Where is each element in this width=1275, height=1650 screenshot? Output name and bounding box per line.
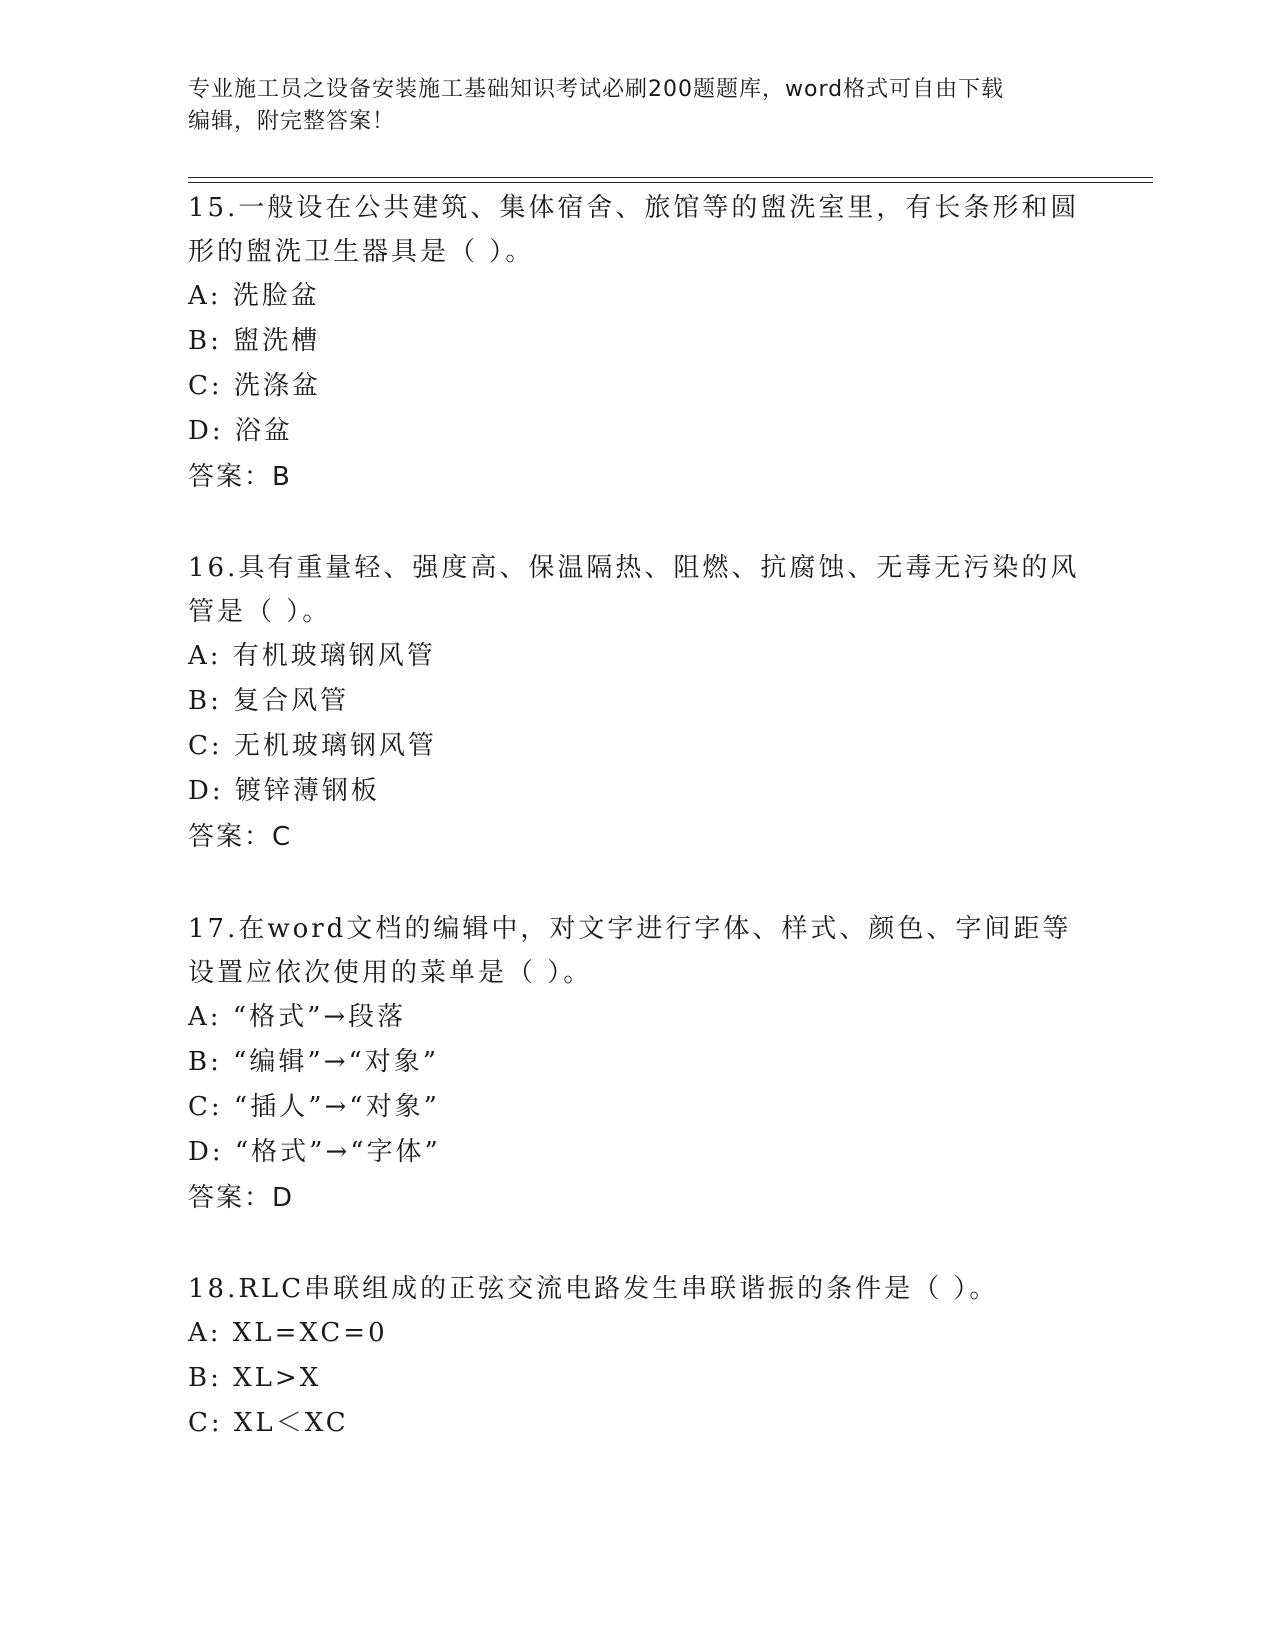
header-line-2: 编辑，附完整答案！ (188, 109, 396, 134)
question-stem-line-1: 15.一般设在公共建筑、集体宿舍、旅馆等的盥洗室里，有长条形和圆 (188, 193, 1080, 223)
option-a: A: 洗脸盆 (188, 281, 320, 311)
header-divider-top (188, 177, 1153, 178)
option-b: B: “编辑”→“对象” (188, 1047, 440, 1077)
question-16 (188, 546, 1088, 860)
question-15 (188, 186, 1088, 500)
answer: 答案：C (188, 822, 293, 852)
option-b: B: 复合风管 (188, 686, 350, 716)
option-a: A: XL=XC=0 (188, 1318, 388, 1348)
option-c: C: 无机玻璃钢风管 (188, 731, 437, 761)
answer: 答案：D (188, 1183, 295, 1213)
option-c: C: “插人”→“对象” (188, 1092, 440, 1122)
question-stem-line-2: 设置应依次使用的菜单是（ ）。 (188, 958, 593, 988)
option-a: A: “格式”→段落 (188, 1002, 407, 1032)
question-17 (188, 907, 1088, 1221)
header-line-1: 专业施工员之设备安装施工基础知识考试必刷200题题库，word格式可自由下载 (188, 77, 1005, 102)
question-stem-line-1: 16.具有重量轻、强度高、保温隔热、阻燃、抗腐蚀、无毒无污染的风 (188, 553, 1080, 583)
option-c: C: 洗涤盆 (188, 371, 321, 401)
question-18 (188, 1267, 1088, 1446)
header-divider-bottom (188, 182, 1153, 183)
option-d: D: 镀锌薄钢板 (188, 776, 380, 806)
answer: 答案：B (188, 462, 292, 492)
option-b: B: XL>X (188, 1363, 322, 1393)
option-c: C: XL＜XC (188, 1408, 349, 1438)
question-stem-line-1: 18.RLC串联组成的正弦交流电路发生串联谐振的条件是（ ）。 (188, 1274, 999, 1304)
question-stem-line-2: 管是（ ）。 (188, 597, 332, 627)
option-d: D: “格式”→“字体” (188, 1137, 441, 1167)
option-a: A: 有机玻璃钢风管 (188, 641, 436, 671)
option-b: B: 盥洗槽 (188, 326, 321, 356)
option-d: D: 浴盆 (188, 416, 293, 446)
question-stem-line-2: 形的盥洗卫生器具是（ ）。 (188, 237, 535, 267)
question-stem-line-1: 17.在word文档的编辑中，对文字进行字体、样式、颜色、字间距等 (188, 914, 1072, 944)
document-header (188, 74, 1088, 138)
